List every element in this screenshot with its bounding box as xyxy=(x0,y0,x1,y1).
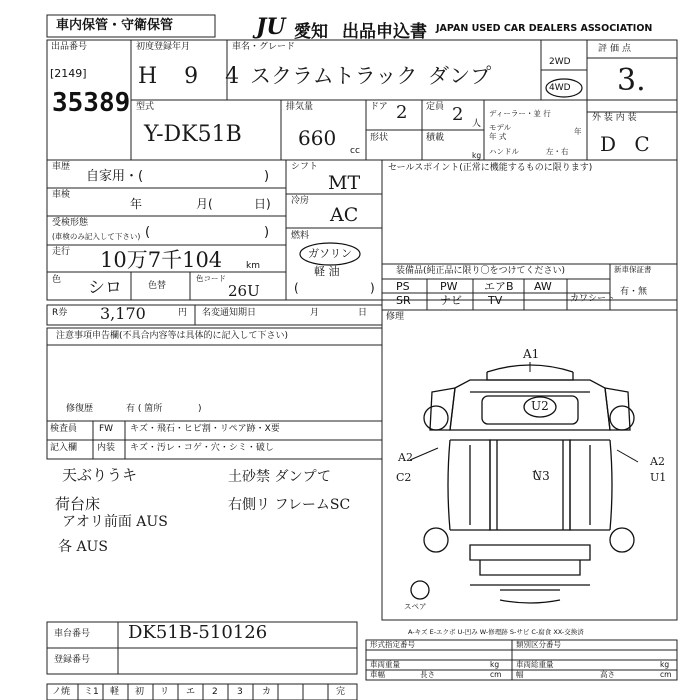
inspection-day: 日) xyxy=(254,197,271,211)
name-change-label: 名変通知期日 xyxy=(202,308,257,318)
fuel-open: ( xyxy=(294,281,299,295)
equip-tv: TV xyxy=(488,294,503,307)
repair-label: 修復歴 xyxy=(66,404,94,414)
mark-u3: U3 xyxy=(532,469,550,483)
mileage-label: 走行 xyxy=(52,247,71,257)
color-change-label: 色替 xyxy=(148,281,167,291)
footer-item-2: ミ1 xyxy=(84,687,99,697)
first-reg-label: 初度登録年月 xyxy=(136,42,191,52)
storage-label: 車内保管・守衛保管 xyxy=(56,18,174,33)
history-close: ) xyxy=(264,169,270,184)
diagram-title: 修理 xyxy=(386,312,405,322)
handle-label: ハンドル xyxy=(489,147,519,156)
recycle-value: 3,170 xyxy=(100,304,146,323)
car-name-label: 車名・グレード xyxy=(232,42,296,52)
length-label: 長さ xyxy=(420,670,435,679)
chassis-value: DK51B-510126 xyxy=(128,622,268,643)
first-reg-value: H 9 4 xyxy=(138,64,250,89)
height-unit: cm xyxy=(660,670,672,679)
equip-leather: カワシート xyxy=(570,294,616,304)
mark-a2-right: A2 xyxy=(650,455,665,468)
color-code-value: 26U xyxy=(228,282,260,300)
drive-4wd: 4WD xyxy=(549,83,571,93)
dealer-label: ディーラー・並 行 xyxy=(489,109,551,118)
footer-item-5: リ xyxy=(160,687,170,697)
notes-box xyxy=(47,328,382,421)
model-year-unit: 年 xyxy=(574,127,582,136)
footer-item-10: 完 xyxy=(336,687,346,697)
height-label: 高さ xyxy=(600,670,615,679)
equip-pw: PW xyxy=(440,280,458,293)
footer-item-3: 軽 xyxy=(110,687,120,697)
inspection-label: 車検 xyxy=(52,190,71,200)
association-name: JAPAN USED CAR DEALERS ASSOCIATION xyxy=(436,23,653,34)
notes-label: 注意事項申告欄(不具合内容等は具体的に記入して下さい) xyxy=(56,331,289,341)
mark-c2: C2 xyxy=(396,471,412,484)
load-unit: kg xyxy=(472,151,482,160)
mark-u1: U1 xyxy=(650,471,667,484)
form-title: 出品申込書 xyxy=(342,22,427,42)
interior-label: 内装 xyxy=(97,443,116,453)
footer-item-7: 2 xyxy=(212,687,218,697)
capacity-unit: 人 xyxy=(472,119,482,129)
car-name-value: スクラムトラック xyxy=(250,64,418,88)
color-label: 色 xyxy=(52,275,62,285)
accept-close: ) xyxy=(264,225,270,240)
capacity-label: 定員 xyxy=(426,102,445,112)
aircon-value: AC xyxy=(330,204,359,226)
score-value: 3. xyxy=(617,63,646,98)
repair-value: 有 ( 箇所 xyxy=(126,404,163,414)
doors-value: 2 xyxy=(396,102,408,123)
equip-sr: SR xyxy=(396,294,411,307)
name-change-day: 日 xyxy=(358,308,368,318)
car-diagram xyxy=(411,365,634,603)
accept-open: ( xyxy=(145,225,151,240)
model-year-label-1: モデル xyxy=(489,123,512,132)
shape-label: 形状 xyxy=(370,133,389,143)
note-5: 土砂禁 ダンプて xyxy=(228,469,332,485)
fw-label: FW xyxy=(99,424,114,434)
sales-point-label: セールスポイント(正常に機能するものに限ります) xyxy=(388,163,593,173)
footer-item-4: 初 xyxy=(135,687,145,697)
note-3: アオリ前面 AUS xyxy=(62,514,168,530)
note-4: 各 AUS xyxy=(58,539,108,555)
mark-a1: A1 xyxy=(523,347,540,361)
inspection-month: 月( xyxy=(196,197,213,211)
displacement-value: 660 xyxy=(298,126,337,150)
drive-2wd: 2WD xyxy=(549,57,571,67)
ju-logo: JU xyxy=(256,14,286,40)
width-label: 車幅 xyxy=(370,670,385,679)
entry-label: 出品番号 xyxy=(51,42,88,52)
warranty-value: 有・無 xyxy=(620,287,648,297)
recycle-unit: 円 xyxy=(178,308,188,318)
vehicle-weight-label: 車両重量 xyxy=(370,660,400,669)
vehicle-weight-unit: kg xyxy=(490,660,500,669)
damage-legend: A-キズ E-エクボ U-凹み W-修理跡 S-サビ C-腐食 XX-交換済 xyxy=(408,628,584,636)
equip-airbag: エアB xyxy=(484,280,514,293)
gross-weight-label: 車両総重量 xyxy=(516,660,554,669)
doors-label: ドア xyxy=(370,102,388,112)
model-value: Y-DK51B xyxy=(144,122,242,147)
ext-int-value: D C xyxy=(600,132,656,156)
footer-item-8: 3 xyxy=(237,687,243,697)
ext-int-label: 外 装 内 装 xyxy=(592,113,637,123)
model-year-label-2: 年 式 xyxy=(489,132,507,141)
gross-weight-unit: kg xyxy=(660,660,670,669)
category-number-label: 類別区分番号 xyxy=(516,640,561,649)
fuel-diesel: 軽 油 xyxy=(314,265,340,278)
history-value: 自家用・( xyxy=(86,169,144,184)
spare-label: スペア xyxy=(404,602,427,611)
warranty-label: 新車保証書 xyxy=(614,265,652,274)
entry-number: 35389 xyxy=(52,88,131,118)
load-label: 積載 xyxy=(426,133,445,143)
registration-label: 登録番号 xyxy=(54,655,91,665)
fuel-close: ) xyxy=(370,281,375,295)
score-label: 評価点 xyxy=(598,44,635,54)
model-designation-label: 形式指定番号 xyxy=(370,640,415,649)
footer-item-9: カ xyxy=(262,687,272,697)
equip-aw: AW xyxy=(534,280,552,293)
interior-text: キズ・汚レ・コゲ・穴・シミ・破し xyxy=(130,443,274,453)
handle-options: 左・右 xyxy=(546,147,569,156)
shift-label: シフト xyxy=(291,162,319,172)
length-unit: cm xyxy=(490,670,502,679)
equipment-label: 装備品(純正品に限り〇をつけてください) xyxy=(396,266,566,276)
accept-label: 受検形態 xyxy=(52,218,89,228)
recycle-label: R券 xyxy=(52,308,68,318)
color-code-label: 色コード xyxy=(196,274,226,283)
note-1: 天ぶりうキ xyxy=(62,466,138,484)
note-2: 荷台床 xyxy=(55,495,101,513)
fuel-label: 燃料 xyxy=(291,231,310,241)
displacement-label: 排気量 xyxy=(286,102,314,112)
mileage-value: 10万7千104 xyxy=(100,248,223,272)
chassis-label: 車台番号 xyxy=(54,629,91,639)
mileage-unit: km xyxy=(246,261,260,271)
footer-item-1: ノ焼 xyxy=(52,687,71,697)
model-label: 型式 xyxy=(136,102,155,112)
aircon-label: 冷房 xyxy=(291,196,310,206)
car-grade-value: ダンプ xyxy=(428,64,492,88)
mark-u2: U2 xyxy=(531,399,549,413)
color-value: シロ xyxy=(88,278,122,298)
equip-navi: ナビ xyxy=(440,294,462,307)
displacement-unit: cc xyxy=(350,146,360,156)
inspector-label-1: 検査員 xyxy=(50,424,78,434)
history-label: 車歴 xyxy=(52,162,71,172)
fw-text: キズ・飛石・ヒビ割・リペア跡・X要 xyxy=(130,424,280,434)
inspection-year: 年 xyxy=(130,197,143,211)
shift-value: MT xyxy=(328,172,361,194)
accept-note: (車検のみ記入して下さい) xyxy=(52,232,141,241)
note-6: 右側リ フレームSC xyxy=(228,497,351,513)
capacity-value: 2 xyxy=(452,104,464,125)
inspector-label-2: 記入欄 xyxy=(50,443,78,453)
mark-a2-left: A2 xyxy=(398,451,413,464)
footer-item-6: エ xyxy=(186,687,196,697)
equip-ps: PS xyxy=(396,280,410,293)
breadth-label: 幅 xyxy=(516,670,524,679)
repair-close: ) xyxy=(198,404,202,414)
fuel-gasoline: ガソリン xyxy=(308,247,352,260)
logo-prefecture: 愛知 xyxy=(294,22,328,42)
entry-sub-number: [2149] xyxy=(50,67,87,80)
name-change-month: 月 xyxy=(310,308,320,318)
